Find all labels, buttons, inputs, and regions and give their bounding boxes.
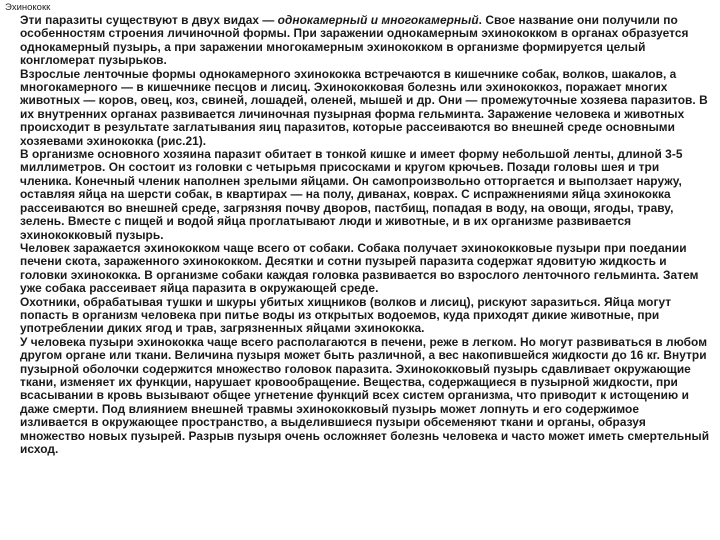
paragraph-lifecycle: В организме основного хозяина паразит обитает в тонкой кишке и имеет форму небольшой ленты, длиной 3-5 миллиметров. Он состоит из головки с четырьмя присосками и кругом крючьев. Позади головы шея и три членика. Конечный членик наполнен зрелыми яйцами. Он самопроизвольно отторгается и выползает наружу, оставляя яйца на шерсти собак, в квартирах — на полу, диванах, коврах. С испражнениями яйца эхинококка рассеиваются во внешней среде, загрязняя почву дворов, пастбищ, попадая в воду, на овощи, ягоды, траву, зелень. Вместе с пищей и водой яйца проглатывают люди и животные, и в их организме развивается эхинококковый пузырь. [20, 147, 683, 242]
intro-emphasis: однокамерный и многокамерный [277, 13, 479, 27]
paragraph-hunters: Охотники, обрабатывая тушки и шкуры убитых хищников (волков и лисиц), рискуют заразиться. Яйца могут попасть в организм человека при питье воды из открытых водоемов, куда приходят дикие животные, при употреблении диких ягод и трав, загрязненных яйцами эхинококка. [20, 294, 672, 336]
paragraph-dog-infection: Человек заражается эхинококком чаще всего от собаки. Собака получает эхинококковые пузыри при поедании печени скота, зараженного эхинококком. Десятки и сотни пузырей паразита содержат ядовитую жидкость и головки эхинококка. В организме собаки каждая головка развивается во взрослого ленточного гельминта. Затем уже собака рассеивает яйца паразита в окружающей среде. [20, 240, 699, 296]
slide-title: Эхинококк [5, 2, 51, 13]
intro-lead: Эти паразиты существуют в двух видах — [20, 13, 278, 27]
paragraph-intro [20, 14, 710, 68]
article-body [20, 14, 710, 456]
paragraph-hosts: Взрослые ленточные формы однокамерного эхинококка встречаются в кишечнике собак, волков, шакалов, а многокамерного — в кишечнике песцов и лисиц. Эхинококковая болезнь или эхинококкоз, поражает многих животных — коров, овец, коз, свиней, лошадей, оленей, мышей и др. Они — промежуточные хозяева паразитов. В их внутренних органах развивается личиночная пузырная форма гельминта. Заражение человека и животных происходит в результате заглатывания яиц паразитов, которые рассеиваются во внешней среде основными хозяевами эхинококка (рис.21). [20, 66, 708, 148]
intro-rest: . Свое название они получили по особенностям строения личиночной формы. При заражении однокамерным эхинококком в органах образуется однокамерный пузырь, а при заражении многокамерным эхинококком в организме формируется целый конгломерат пузырьков. [20, 13, 689, 68]
paragraph-human-disease: У человека пузыри эхинококка чаще всего располагаются в печени, реже в легком. Но могут развиваться в любом другом органе или ткани. Величина пузыря может быть различной, а вес накопившейся жидкости до 16 кг. Внутри пузырной оболочки содержится множество головок паразита. Эхинококковый пузырь сдавливает окружающие ткани, изменяет их функции, нарушает кровообращение. Вещества, содержащиеся в пузырной жидкости, при всасывании в кровь вызывают общее угнетение функций всех систем организма, что приводит к истощению и даже смерти. Под влиянием внешней травмы эхинококковый пузырь может лопнуть и его содержимое изливается в окружающее пространство, а выделившиеся пузыри обсеменяют ткани и органы, образуя множество новых пузырей. Разрыв пузыря очень осложняет болезнь человека и часто может иметь смертельный исход. [20, 334, 710, 456]
